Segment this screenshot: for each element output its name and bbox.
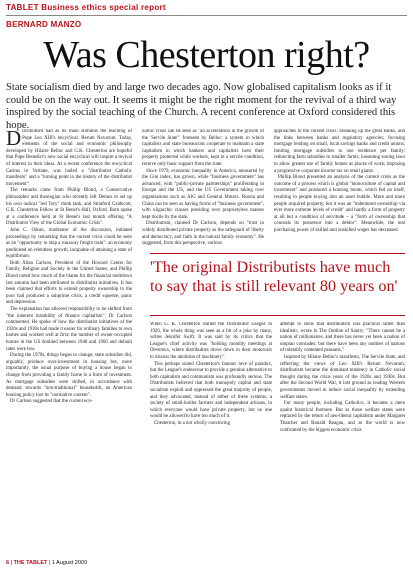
paragraph: Distributism, claimed Dr Carlson, depends on "trust in widely distributed private property as the safeguard of liberty and democracy, and faith in the natural family economy". He suggested, from this perspective, various [142, 221, 264, 247]
pull-quote-text: 'The original Distributists have much to say that is still relevant 80 years on' [150, 258, 398, 295]
paragraph: Dr Carlson suggested that the current eco- [10, 399, 93, 405]
paragraph: John C. Odom, moderator of the discussion, initiated proceedings by remarking that the current crisis could be seen as an "opportunity to stop a runaway freight train": an economy predicated on relentless growth, incapable of attaining a state of equilibrium. [6, 227, 132, 260]
column-2 [142, 129, 264, 249]
footer-separator: | [48, 560, 52, 566]
publication-header [6, 3, 166, 12]
paragraph: When G. K. Chesterton started the Distributist League in 1926, the whole thing was seen as a bit of a joke by many, writes Jennifer Swift. It was said by its critics that the League's chief activity was "holding monthly meetings at Devereux, where distributists drove down in their motorcars to discuss the abolition of machinery". [150, 322, 272, 360]
paragraph: This perhaps suited Chesterton's famous love of paradox, but the League's endeavour to provide a genuine alternative to both capitalism and communism was profoundly serious. The Distributists believed that both monopoly capital and state socialism exploit and oppressed the great majority of people, and they advocated, instead of either of these systems, a society of small-holder farmers and independent artisans, in which everyone would have private property, but no one would be allowed to have too much of it. [150, 361, 272, 420]
publication-name: TABLET [6, 3, 39, 12]
footer-date: 1 August 2009 [51, 560, 88, 566]
paragraph: During the 1970s, things began to change; state subsidies did, arguably, produce over-investment in housing but, more importantly, the usual purpose of buying a house began to change from providing a family home to a form of investment. As mortgage subsidies were shifted, in accordance with demand, towards "non-traditional" households, an American housing policy lost its "normative content". [6, 353, 132, 398]
page-number: 6 [6, 560, 10, 566]
paragraph: Distributism had as its main stimulus the teaching of Pope Leo XIII's encyclical, Rerum Novarum. Today, elements of the social and economic philosophy developed by Hilaire Belloc and G.K. Chesterton are hopeful that Pope Benedict's new social encyclical will inspire a revival of interest in their ideas. At a recent conference the encyclical Caritas in Veritate, was hailed a "distributist Catholic manifesto" and a "turning point in the history of the distributist movement". [6, 129, 132, 187]
header-divider [6, 15, 407, 16]
footer-separator: | [10, 560, 14, 566]
paragraph: The explanation has allowed responsibility to be shifted from "the inherent instability of finance capitalism", Dr Carlson commented. He spoke of how the distributist initiatives of the 1920s and 1930s had made it easier for ordinary families to own homes and worked well at first: the number of owner-occupied homes in the US doubled between 1940 and 1960 and default rates were low. [6, 307, 132, 352]
paragraph: attempt to show that distributism was practical rather than idealistic, wrote in The Outline of Sanity: "There cannot be a nation of millionaires, and there has never yet been a nation of utopian comrades; but there have been any number of nations of tolerably contented peasants." [280, 322, 405, 354]
column-3 [274, 129, 405, 249]
drop-cap: D [6, 129, 22, 150]
column-5 [280, 322, 405, 555]
column-1 [6, 129, 132, 555]
paragraph: Both Allan Carlson, President of the Howard Center for Family, Religion and Society in the United States, and Phillip Blond noted how much of the blame for the financial meltdown last autumn had been attributed to distributist initiatives. It has been claimed that efforts to extend property ownership to the poor had produced a subprime crisis, a credit squeeze, panic and depression. [6, 260, 132, 306]
page-footer [6, 560, 87, 566]
paragraph: Inspired by Hilaire Belloc's manifesto, The Servile State, and reflecting the views of Leo XIII's Rerum Novarum, distributism became the dominant tendency in Catholic social thought during the crisis years of the 1920s and 1930s. But after the Second World War, it lost ground as leading Western governments moved to reduce social inequality by extending welfare states. [280, 354, 405, 400]
column-4 [150, 322, 272, 555]
section-title: Business ethics special report [41, 3, 166, 12]
footer-publication: THE TABLET [13, 560, 48, 566]
paragraph: Chesterton, in a not wholly convincing [154, 420, 231, 426]
article-headline: Was Chesterton right? [43, 34, 370, 76]
paragraph: Since 1979, economic inequality in America, measured by the Gini index, has grown, while "business government" has advanced, with "public-private partnerships" proliferating in Europe and the US, and the US Government taking over organisations such as AIG and General Motors. Russia and China can be seen as having forms of "business government", with oligarchic classes presiding over proprietyless masses kept docile by the state. [142, 168, 264, 220]
paragraph: For many people, including Catholics, it became a mere quaint historical footnote. But as those welfare states were replaced by the return of neo-liberal capitalism under Margaret Thatcher and Ronald Reagan, and as the world is now confronted by the biggest economic crisis [280, 401, 405, 433]
paragraph: Phillip Blond presented an analysis of the current crisis as the outcome of a process which is global "monoculture of capital and investment" and produced a housing boom, which fed on itself, resulting in people buying into an asset bubble. More and more people acquired property, but it was an "indentured ownership via ever more extreme levels of credit" and hardly a form of property at all but a condition of servitude – a "form of ownership that conceals its possessor into a debtor". Meanwhile, the real purchasing power of skilled and unskilled wages has decreased. [274, 175, 405, 233]
pull-quote [150, 253, 405, 316]
author-byline: BERNARD MANZO [6, 20, 82, 29]
paragraph: approaches to the current crisis: breaking up the great banks, and the links between banks and regulatory agencies; focusing mortgage lending on small, local savings banks and credit unions; limiting mortgage subsidies to one residence per family; redirecting farm subsidies to smaller farms; loosening zoning laws to allow greater use of family homes as places of work; imposing a progressive corporate income tax on retail giants. [274, 129, 405, 174]
paragraph: nomic crisis can be seen as "an acceleration in the growth of the 'Servile State'" foreseen by Belloc: a system in which capitalists and state bureaucrats cooperate to maintain a state capitalism in which bankers and capitalists have their property protected while workers, kept in a servile condition, receive only basic support from the state. [142, 129, 264, 167]
paragraph: The remarks came from Phillip Blond, a Conservative philosopher and theologian who recently left Demos to set up his own radical "red Tory" think tank, and Stratford Caldecott, G.K. Chesterton Fellow at St Benet's Hall, Oxford. Both spoke at a conference held at St Benet's last month offering "A Distributist View of the Global Economic Crisis". [6, 188, 132, 227]
article-standfirst: State socialism died by and large two decades ago. Now globalised capitalism looks as if it could be on the way out. It seems it might be the right moment for the revival of a third way inspired by the social teaching of the Church. A recent conference at Oxford considered this hope. [6, 82, 397, 131]
